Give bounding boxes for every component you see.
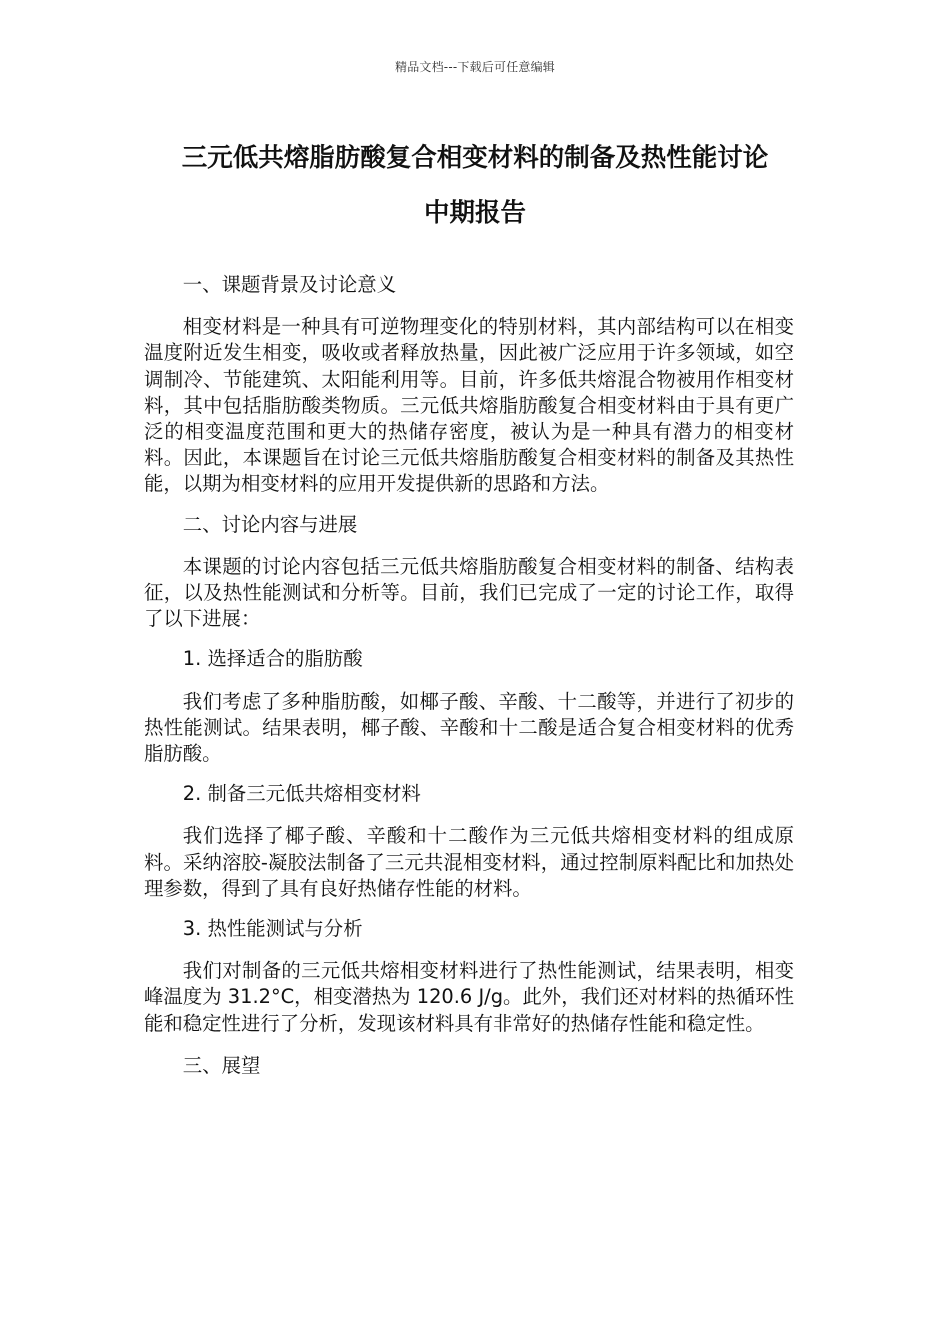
subheading-thermal-testing: 3. 热性能测试与分析 <box>182 917 363 941</box>
document-body <box>144 272 794 1079</box>
document-title-line1: 三元低共熔脂肪酸复合相变材料的制备及热性能讨论 <box>181 143 769 173</box>
page-header-watermark: 精品文档---下载后可任意编辑 <box>395 60 555 74</box>
paragraph-thermal-testing: 我们对制备的三元低共熔相变材料进行了热性能测试，结果表明，相变峰温度为 31.2°C，相变潜热为 120.6 J/g。此外，我们还对材料的热循环性能和稳定性进行了分析，发现该材料具有非常好的热储存性能和稳定性。 <box>144 959 794 1035</box>
section-heading-content-progress: 二、讨论内容与进展 <box>182 512 358 536</box>
section-heading-background: 一、课题背景及讨论意义 <box>182 273 397 296</box>
paragraph-material-preparation: 我们选择了椰子酸、辛酸和十二酸作为三元低共熔相变材料的组成原料。采纳溶胶-凝胶法制备了三元共混相变材料，通过控制原料配比和加热处理参数，得到了具有良好热储存性能的材料。 <box>144 824 794 900</box>
subheading-material-preparation: 2. 制备三元低共熔相变材料 <box>182 782 421 806</box>
section-heading-outlook: 三、展望 <box>182 1053 261 1077</box>
paragraph-background: 相变材料是一种具有可逆物理变化的特别材料，其内部结构可以在相变温度附近发生相变，吸收或者释放热量，因此被广泛应用于许多领域，如空调制冷、节能建筑、太阳能利用等。目前，许多低共熔混合物被用作相变材料，其中包括脂肪酸类物质。三元低共熔脂肪酸复合相变材料由于具有更广泛的相变温度范围和更大的热储存密度，被认为是一种具有潜力的相变材料。因此，本课题旨在讨论三元低共熔脂肪酸复合相变材料的制备及其热性能，以期为相变材料的应用开发提供新的思路和方法。 <box>144 315 794 496</box>
paragraph-fatty-acid-selection: 我们考虑了多种脂肪酸，如椰子酸、辛酸、十二酸等，并进行了初步的热性能测试。结果表明，椰子酸、辛酸和十二酸是适合复合相变材料的优秀脂肪酸。 <box>144 689 794 766</box>
subheading-fatty-acid-selection: 1. 选择适合的脂肪酸 <box>182 647 363 671</box>
paragraph-content-progress: 本课题的讨论内容包括三元低共熔脂肪酸复合相变材料的制备、结构表征，以及热性能测试和分析等。目前，我们已完成了一定的讨论工作，取得了以下进展： <box>144 554 794 631</box>
document-title-line2: 中期报告 <box>423 198 526 228</box>
